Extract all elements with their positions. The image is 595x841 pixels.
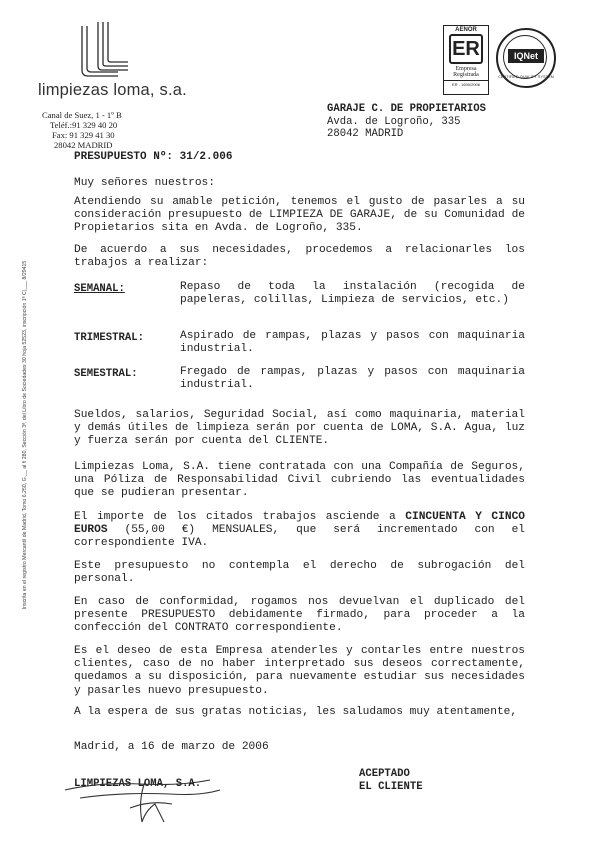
aenor-badge (443, 25, 489, 95)
recipient-street: Avda. de Logroño, 335 (327, 115, 461, 128)
aenor-label: AENOR (455, 27, 477, 33)
address-line-city: 28042 MADRID (54, 140, 113, 150)
subrogation-paragraph: Este presupuesto no contempla el derecho de subrogación del personal. (74, 560, 525, 586)
recipient-city: 28042 MADRID (327, 128, 404, 140)
task-label-weekly: SEMANAL: (74, 283, 125, 295)
aenor-line2: Registrada (453, 72, 479, 78)
intro-paragraph: Atendiendo su amable petición, tenemos el gusto de pasarles a su consideración presupuesto de LIMPIEZA DE GARAJE, de su Comunidad de Propietarios sita en Avda. de Logroño, 335. (74, 196, 525, 235)
company-address (40, 110, 122, 150)
salaries-paragraph: Sueldos, salarios, Seguridad Social, así como maquinaria, material y demás útiles de limpieza serán por cuenta de LOMA, S.A. Agua, luz y fuerza serán por cuenta del CLIENTE. (74, 409, 525, 448)
amount-text-before: El importe de los citados trabajos asciende a (74, 511, 406, 523)
iqnet-label: IQNet (508, 49, 544, 63)
address-line-phone: Teléf.:91 329 40 20 (50, 120, 118, 130)
handwritten-signature (60, 770, 230, 830)
date-line: Madrid, a 16 de marzo de 2006 (74, 741, 269, 753)
conformity-paragraph: En caso de conformidad, rogamos nos devuelvan el duplicado del presente PRESUPUESTO debidamente firmado, para proceder a la confección del CONTRATO correspondiente. (74, 596, 525, 635)
greeting: Muy señores nuestros: (74, 177, 215, 189)
recipient-name: GARAJE C. DE PROPIETARIOS (327, 103, 486, 115)
address-line-fax: Fax: 91 329 41 30 (52, 130, 115, 140)
closing-paragraph: A la espera de sus gratas noticias, les saludamos muy atentamente, (74, 706, 518, 718)
task-text-semiannual: Fregado de rampas, plazas y pasos con maquinaria industrial. (180, 366, 525, 392)
recipient-block (327, 103, 486, 141)
task-label-quarterly: TRIMESTRAL: (74, 332, 144, 344)
registry-note: Inscrita en el registro Mercantil de Madrid, Tomo 6.250, G.__ al fi 280, Sección 3ª, del Libro de Sociedades 30 hoja 52523, inscripción 1ª C)___ 8/29415 (22, 260, 28, 610)
task-text-quarterly: Aspirado de rampas, plazas y pasos con maquinaria industrial. (180, 330, 525, 356)
accepted-line1: ACEPTADO (359, 768, 410, 780)
amount-paragraph (74, 511, 525, 551)
aenor-line1: Empresa (455, 66, 477, 72)
amount-text-after: (55,00 €) MENSUALES, que será incrementado con el correspondiente IVA. (74, 524, 525, 550)
quote-number: PRESUPUESTO Nº: 31/2.006 (74, 151, 233, 163)
company-logo-text: limpiezas loma, s.a. (38, 81, 187, 99)
task-label-semiannual: SEMESTRAL: (74, 368, 138, 380)
iqnet-ring-text: CERTIFIED QUALITY SYSTEM (498, 75, 554, 79)
accepted-line2: EL CLIENTE (359, 780, 423, 793)
task-text-weekly: Repaso de toda la instalación (recogida de papeleras, colillas, Limpieza de servicios, etc.) (180, 281, 525, 307)
iqnet-badge (496, 28, 556, 88)
insurance-paragraph: Limpiezas Loma, S.A. tiene contratada con una Compañía de Seguros, una Póliza de Responsabilidad Civil cubriendo las eventualidades que se pudieran presentar. (74, 461, 525, 500)
wish-paragraph: Es el deseo de esta Empresa atenderles y contarles entre nuestros clientes, caso de no haber interpretado sus deseos correctamente, quedamos a su disposición, para nuevamente estudiar sus necesidades y pasarles nuevo presupuesto. (74, 645, 525, 697)
company-logo-icon (74, 20, 134, 82)
accepted-label (359, 768, 423, 793)
aenor-mark: ER (449, 34, 483, 64)
signature-company-label: LIMPIEZAS LOMA, S.A. (74, 778, 202, 790)
amount-text-bold: CINCUENTA Y CINCO EUROS (74, 511, 526, 537)
intro2-paragraph: De acuerdo a sus necesidades, procedemos a relacionarles los trabajos a realizar: (74, 244, 525, 270)
aenor-code: ER - 1630/2006 (444, 80, 488, 87)
address-line-street: Canal de Suez, 1 - 1º B (42, 110, 122, 120)
